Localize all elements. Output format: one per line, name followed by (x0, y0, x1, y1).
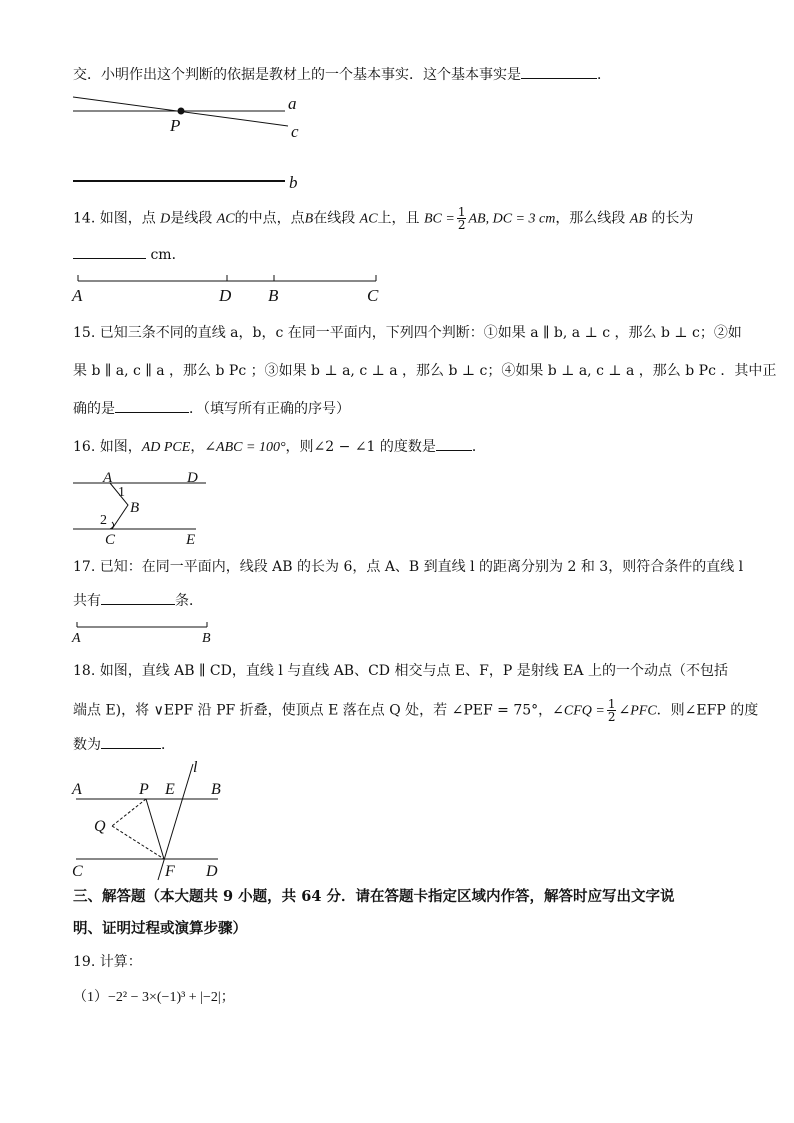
segment-qf (112, 826, 164, 859)
label-c: C (72, 863, 83, 880)
q18-line1: 18. 如图，直线 AB ∥ CD，直线 l 与直线 AB、CD 相交与点 E、F，P 是射线 EA 上的一个动点（不包括 (73, 663, 728, 679)
label-b: b (289, 173, 298, 192)
q14-text: 14. 如图，点 (73, 210, 156, 227)
label-d: D (219, 286, 232, 305)
label-p: P (139, 781, 149, 798)
q15-text: ．（填写所有正确的序号） (189, 401, 350, 417)
q16-end: ． (471, 439, 486, 455)
q14-text: 的长为 (651, 210, 694, 227)
q16-angle: ∠ABC = 100° (204, 440, 286, 455)
q14-text: 的中点，点 (234, 210, 305, 227)
q18-angle-cfq: ∠CFQ = (552, 703, 605, 719)
section3-heading-line1: 三、解答题（本大题共 9 小题，共 64 分．请在答题卡指定区域内作答，解答时应写出文字说 (73, 888, 675, 905)
q16-condition: AD PCE (141, 440, 191, 455)
q14-segment-ac: AC (216, 211, 235, 227)
q18-angle-pfc: ∠PFC (618, 703, 657, 719)
frac-num: 1 (607, 697, 616, 711)
q18-text: 数为 (73, 737, 101, 753)
q14-text: 在线段 (313, 210, 356, 227)
label-e: E (165, 781, 175, 798)
label-a: A (72, 286, 83, 305)
frac-num: 1 (457, 205, 466, 219)
label-c: C (367, 286, 379, 305)
label-q: Q (94, 818, 106, 835)
q18-text: ．则∠EFP 的度 (656, 702, 759, 719)
q14-text: 是线段 (170, 210, 213, 227)
line-l (158, 764, 193, 880)
label-c: c (291, 122, 299, 141)
label-f: F (165, 863, 175, 880)
segment-pq (112, 799, 146, 826)
label-a: A (72, 781, 82, 798)
label-c: C (105, 532, 116, 548)
q15-line2: 果 b ∥ a, c ∥ a ，那么 b Pc ；③如果 b ⊥ a, c ⊥ a ，那么 b ⊥ c；④如果 b ⊥ a, c ⊥ a ，那么 b Pc ．其中正 (73, 363, 777, 379)
q15-line1: 15. 已知三条不同的直线 a，b，c 在同一平面内，下列四个判断：①如果 a ∥ b, a ⊥ c ，那么 b ⊥ c；②如 (73, 325, 742, 341)
q17-text: 条． (175, 593, 203, 609)
q14-equation-right: AB, DC = 3 cm (468, 211, 556, 227)
q16-text: ， (190, 439, 205, 455)
label-b: B (202, 631, 211, 646)
q17-line1: 17. 已知：在同一平面内，线段 AB 的长为 6，点 A、B 到直线 l 的距离分别为 2 和 3，则符合条件的直线 l (73, 559, 744, 575)
q14-segment-ab: AB (629, 211, 647, 227)
q19-item1: （1）−2² − 3×(−1)³ + |−2|； (73, 990, 235, 1005)
q18-text: ． (161, 737, 175, 753)
q14-text: ，那么线段 (555, 210, 626, 227)
label-a: A (72, 631, 81, 646)
q16-text: ，则∠2 − ∠1 的度数是 (285, 439, 436, 455)
label-p: P (170, 116, 181, 135)
label-l: l (193, 759, 198, 776)
segment-pf (146, 799, 164, 859)
frac-den: 2 (457, 218, 466, 232)
label-a: a (288, 94, 297, 113)
label-e: E (186, 532, 196, 548)
q13-sentence: 交．小明作出这个判断的依据是教材上的一个基本事实．这个基本事实是 (73, 67, 521, 83)
q14-equation-left: BC = (424, 211, 455, 227)
label-d: D (187, 470, 198, 486)
q14-text: 上，且 (377, 210, 420, 227)
section3-heading-line2: 明、证明过程或演算步骤） (73, 920, 247, 937)
q13-end: ． (597, 67, 611, 83)
label-b: B (268, 286, 279, 305)
q14-point-b: B (304, 211, 314, 227)
label-d: D (206, 863, 218, 880)
q19-title: 19. 计算： (73, 954, 142, 970)
label-b: B (211, 781, 221, 798)
q14-segment-ac: AC (359, 211, 378, 227)
q18-text: 端点 E)，将 ∨EPF 沿 PF 折叠，使顶点 E 落在点 Q 处，若 ∠PEF = 75°， (73, 702, 553, 719)
label-1: 1 (118, 485, 125, 500)
q17-text: 共有 (73, 593, 101, 609)
q14-point-d: D (160, 211, 171, 227)
label-2: 2 (100, 513, 107, 528)
q14-unit: cm． (150, 247, 186, 263)
frac-den: 2 (607, 710, 616, 724)
q16-text: 16. 如图， (73, 439, 142, 455)
q15-text: 确的是 (73, 401, 115, 417)
label-b: B (130, 500, 140, 516)
label-a: A (103, 470, 113, 486)
